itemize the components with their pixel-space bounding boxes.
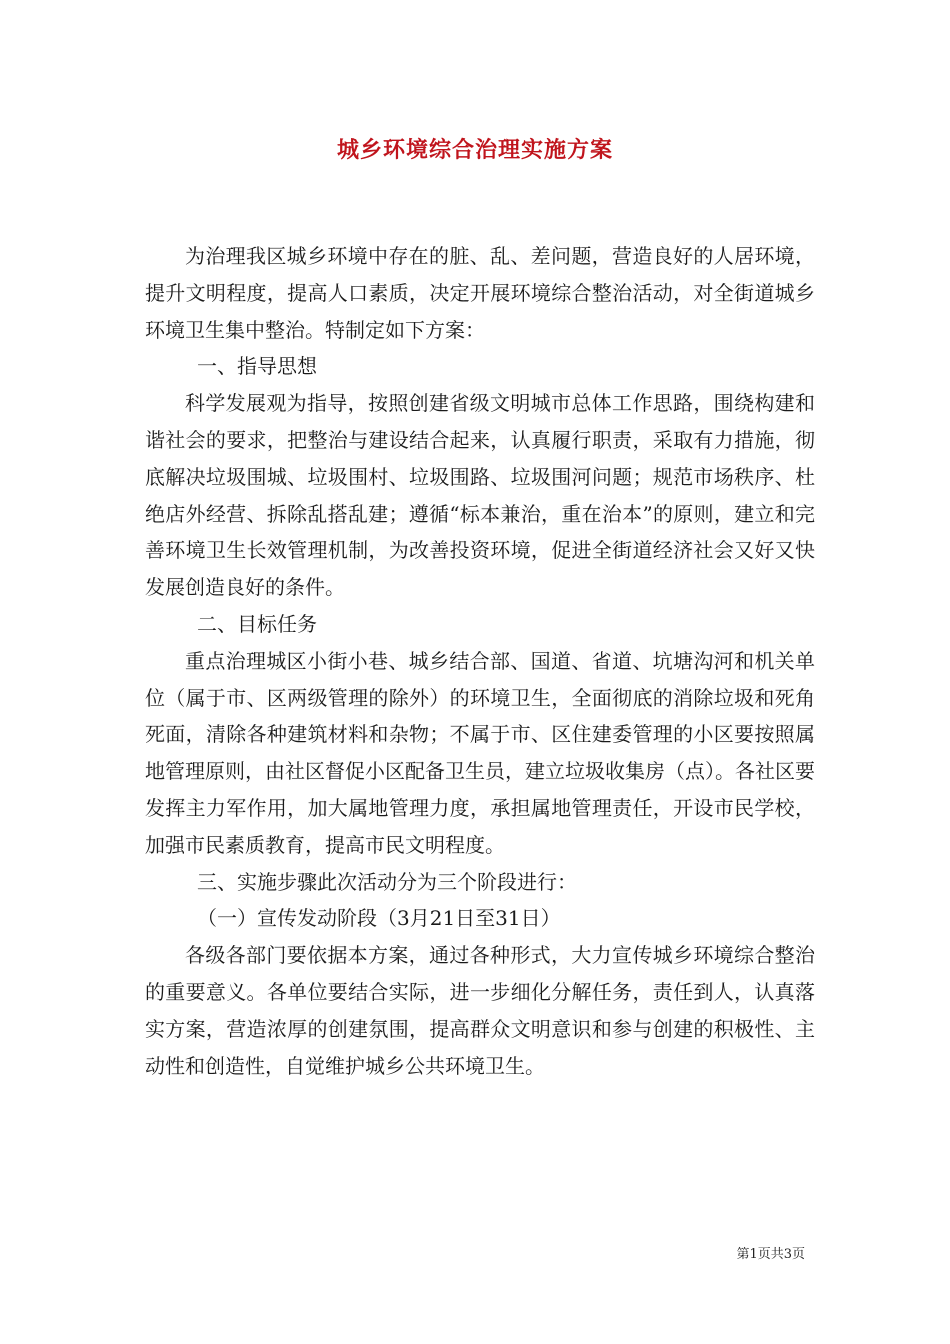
guiding-ideology-paragraph: 科学发展观为指导，按照创建省级文明城市总体工作思路，围绕构建和谐社会的要求，把整治与建设结合起来，认真履行职责，采取有力措施，彻底解决垃圾围城、垃圾围村、垃圾围路、垃圾围河问题；规范市场秩序、杜绝店外经营、拆除乱搭乱建；遵循“标本兼治，重在治本”的原则，建立和完善环境卫生长效管理机制，为改善投资环境，促进全街道经济社会又好又快发展创造良好的条件。 [145,391,815,600]
publicity-stage-paragraph: 各级各部门要依据本方案，通过各种形式，大力宣传城乡环境综合整治的重要意义。各单位要结合实际，进一步细化分解任务，责任到人，认真落实方案，营造浓厚的创建氛围，提高群众文明意识和参与创建的积极性、主动性和创造性，自觉维护城乡公共环境卫生。 [145,943,815,1078]
document-body [145,238,815,1084]
section-heading-implementation-steps: 三、实施步骤此次活动分为三个阶段进行： [197,869,577,894]
intro-paragraph: 为治理我区城乡环境中存在的脏、乱、差问题，营造良好的人居环境，提升文明程度，提高人口素质，决定开展环境综合整治活动，对全街道城乡环境卫生集中整治。特制定如下方案： [145,244,815,342]
goals-paragraph: 重点治理城区小街小巷、城乡结合部、国道、省道、坑塘沟河和机关单位（属于市、区两级管理的除外）的环境卫生，全面彻底的消除垃圾和死角死面，清除各种建筑材料和杂物；不属于市、区住建委管理的小区要按照属地管理原则，由社区督促小区配备卫生员，建立垃圾收集房（点）。各社区要发挥主力军作用，加大属地管理力度，承担属地管理责任，开设市民学校，加强市民素质教育，提高市民文明程度。 [145,648,815,857]
page-number-footer: 第1页共3页 [736,1247,805,1262]
subsection-heading-publicity-stage: （一）宣传发动阶段（3月21日至31日） [197,906,561,931]
document-title: 城乡环境综合治理实施方案 [336,137,613,163]
section-heading-goals: 二、目标任务 [197,611,317,636]
section-heading-guiding-ideology: 一、指导思想 [197,354,317,379]
